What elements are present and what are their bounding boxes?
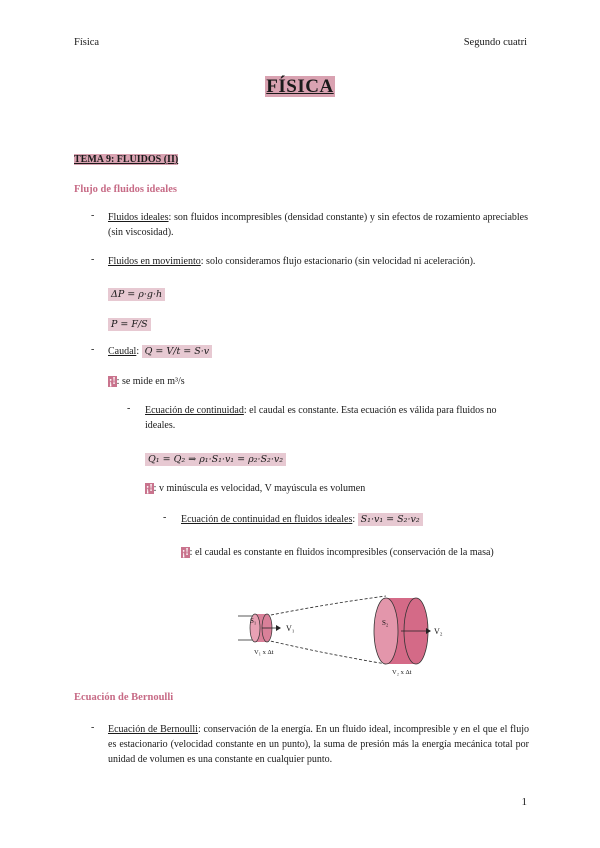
equation-continuidad: Q₁ = Q₂ ⇒ ρ₁·S₁·v₁ = ρ₂·S₂·v₂ [145, 449, 286, 467]
arrow-head-v2 [426, 628, 431, 634]
note-incompresibles: ¡!: el caudal es constante en fluidos incompresibles (conservación de la masa) [182, 547, 494, 558]
label-v2: V₂ [434, 627, 443, 636]
section-heading-bernoulli: Ecuación de Bernoulli [74, 692, 174, 703]
item-caudal: Caudal: Q = V/t = S·v [108, 344, 212, 359]
arrow-head-v1 [276, 625, 281, 631]
item-continuidad-ideales: Ecuación de continuidad en fluidos ideales: S₁·v₁ = S₂·v₂ [181, 512, 423, 527]
continuity-figure [236, 590, 462, 676]
item-continuidad: Ecuación de continuidad: el caudal es constante. Esta ecuación es válida para fluidos no ideales. [145, 405, 497, 431]
large-cylinder-face [374, 598, 398, 664]
label-s1: S₁ [250, 617, 257, 625]
label-v1-dt: V₁ x Δt [254, 649, 274, 656]
item-bernoulli: Ecuación de Bernoulli: conservación de la energía. En un fluido ideal, incompresible y en el que el flujo es estacionario (velocidad constante en un punto), la suma de presión más la energía mecánica total por unidad de volumen es una constante en cualquier punto. [108, 724, 529, 765]
equation-pressure-depth: ΔP = ρ·g·h [108, 284, 165, 302]
header-left: Física [74, 37, 100, 48]
item-fluidos-ideales: Fluidos ideales: son fluidos incompresibles (densidad constante) y sin efectos de rozamiento apreciables (sin viscosidad). [108, 212, 528, 238]
header-right: Segundo cuatri [463, 37, 527, 48]
label-s2: S₂ [382, 619, 389, 627]
bullet-dash: - [91, 344, 95, 355]
bullet-dash: - [163, 512, 167, 523]
section-heading-flujo: Flujo de fluidos ideales [74, 184, 177, 195]
note-unidad: ¡!: se mide en m³/s [109, 376, 185, 387]
label-v1: V₁ [286, 624, 295, 633]
bullet-dash: - [91, 210, 95, 221]
flow-line-bottom [266, 640, 386, 664]
equation-pressure: P = F/S [108, 314, 151, 332]
item-fluidos-movimiento: Fluidos en movimiento: solo consideramos flujo estacionario (sin velocidad ni aceleración). [108, 256, 476, 267]
bullet-dash: - [91, 722, 95, 733]
page-title: FÍSICA [266, 76, 334, 97]
topic-heading: TEMA 9: FLUIDOS (II) [74, 154, 179, 165]
bullet-dash: - [91, 254, 95, 265]
bullet-dash: - [127, 403, 131, 414]
label-v2-dt: V₂ x Δt [392, 669, 412, 676]
note-variables: ¡!: v minúscula es velocidad, V mayúscula es volumen [146, 483, 366, 494]
flow-line-top [266, 596, 386, 616]
page-number: 1 [521, 796, 527, 808]
